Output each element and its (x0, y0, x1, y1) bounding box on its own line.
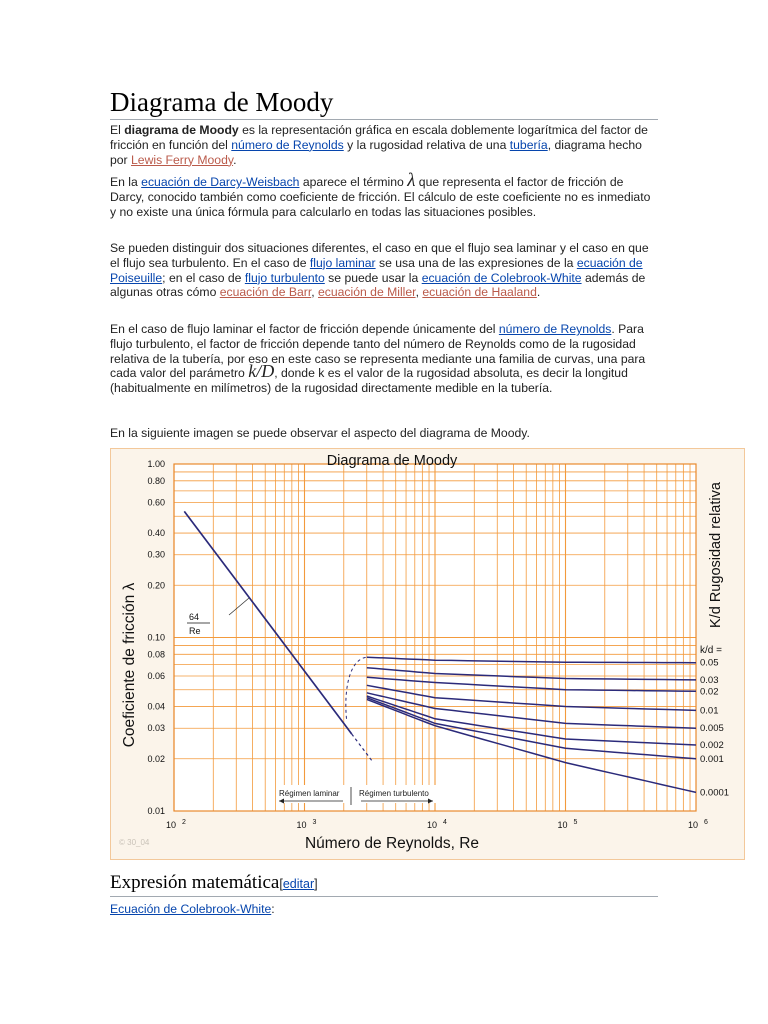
laminar-label-den: Re (189, 626, 201, 636)
kd-label: 0.005 (700, 723, 724, 735)
x-tick-exponent: 2 (182, 819, 186, 826)
link-reynolds[interactable]: número de Reynolds (231, 137, 344, 152)
chart-grid (174, 464, 696, 811)
edit-link[interactable]: editar (282, 877, 315, 891)
link-colebrook-white-footer[interactable]: Ecuación de Colebrook-White (110, 902, 272, 916)
text: aparece el término (299, 175, 408, 189)
x-tick-label: 10 (557, 820, 568, 830)
y-tick-label: 0.60 (147, 497, 165, 508)
kd-label: 0.002 (700, 740, 724, 752)
text: , (415, 285, 423, 300)
moody-chart (111, 449, 744, 859)
kd-label: 0.02 (700, 686, 719, 698)
text: , donde k es el valor de la rugosidad absoluta, es decir la longitud (habitualmente en milímetros) de la rugosidad directamente medible en la tubería. (110, 366, 628, 396)
y-tick-label: 0.20 (147, 580, 165, 591)
text: . (233, 152, 237, 167)
text: que representa el factor de fricción de Darcy, conocido también como coeficiente de fricción. El cálculo de este coeficiente no es inmediato y no existe una única fórmula para calcularlo en todas las situaciones posibles. (110, 175, 651, 219)
moody-figure[interactable] (110, 448, 745, 860)
kd-label: 0.0001 (700, 787, 730, 799)
x-tick-label: 10 (296, 820, 307, 830)
text: es la representación gráfica en escala doblemente logarítmica del factor de fricción en función del (110, 123, 648, 152)
link-poiseuille[interactable]: ecuación de Poiseuille (110, 255, 643, 285)
y-tick-label: 0.01 (147, 806, 165, 816)
bracket: [ (279, 877, 283, 891)
link-flujo-turbulento[interactable]: flujo turbulento (244, 270, 325, 285)
y-tick-label: 0.30 (147, 549, 165, 560)
y-tick-label: 0.04 (147, 701, 165, 712)
text: En la (110, 175, 142, 189)
text: además de algunas otras cómo (110, 270, 646, 300)
laminar-label-num: 64 (189, 612, 200, 622)
link-flujo-laminar[interactable]: flujo laminar (309, 255, 376, 270)
bold-term: diagrama de Moody (124, 123, 239, 137)
y-tick-label: 1.00 (147, 459, 165, 469)
text: se puede usar la (324, 270, 422, 285)
section-title: Expresión matemática (110, 872, 280, 893)
y-tick-label: 0.03 (147, 723, 165, 734)
text: , diagrama hecho por (110, 137, 642, 167)
dependence-paragraph (110, 322, 658, 396)
y-tick-labels (147, 459, 165, 816)
text: : (271, 902, 275, 916)
link-ecuacion-haaland[interactable]: ecuación de Haaland (422, 285, 537, 300)
link-darcy-weisbach[interactable]: ecuación de Darcy-Weisbach (141, 175, 300, 189)
copyright-mark: © 30_04 (119, 838, 150, 847)
text: En el caso de flujo laminar el factor de fricción depende únicamente del (110, 322, 499, 336)
y-tick-label: 0.40 (147, 528, 165, 539)
x-tick-exponent: 3 (312, 819, 317, 826)
link-ecuacion-barr[interactable]: ecuación de Barr (219, 285, 312, 300)
bracket: ] (314, 877, 318, 891)
x-tick-labels (166, 819, 708, 830)
kd-labels (700, 658, 729, 799)
regime-laminar-label: Régimen laminar (279, 789, 340, 798)
y-tick-label: 0.80 (147, 475, 165, 486)
x-axis-label: Número de Reynolds, Re (304, 835, 480, 852)
y-tick-label: 0.02 (147, 753, 165, 764)
link-ecuacion-miller[interactable]: ecuación de Miller (318, 285, 416, 300)
x-tick-exponent: 6 (704, 819, 708, 826)
lambda-symbol: λ (407, 170, 416, 191)
regime-turbulent-label: Régimen turbulento (359, 789, 429, 798)
text: se usa una de las expresiones de la (375, 255, 577, 270)
kd-header: k/d = (700, 645, 722, 656)
link-tuberia[interactable]: tubería (509, 137, 548, 152)
link-colebrook-white[interactable]: ecuación de Colebrook-White (421, 270, 582, 285)
y-axis-label: Coeficiente de fricción λ (121, 582, 138, 748)
text: y la rugosidad relativa de una (343, 137, 510, 152)
y-tick-label: 0.08 (147, 649, 165, 660)
intro-paragraph (110, 123, 658, 167)
text: , (311, 285, 318, 300)
y-tick-label: 0.06 (147, 670, 165, 681)
kd-symbol: k/D (248, 361, 275, 382)
page-title: Diagrama de Moody (110, 86, 658, 120)
regimes-paragraph (110, 241, 658, 300)
kd-label: 0.001 (700, 753, 724, 765)
x-tick-exponent: 5 (573, 819, 578, 826)
text: . (536, 285, 541, 300)
darcy-paragraph (110, 170, 658, 219)
link-numero-reynolds[interactable]: número de Reynolds (498, 322, 612, 336)
y2-axis-label: K/d Rugosidad relativa (708, 482, 724, 628)
kd-label: 0.03 (700, 674, 719, 686)
kd-label: 0.05 (700, 657, 719, 669)
kd-label: 0.01 (700, 705, 719, 717)
chart-title: Diagrama de Moody (326, 453, 458, 469)
x-tick-exponent: 4 (443, 819, 447, 826)
y-tick-label: 0.10 (147, 632, 165, 643)
link-lewis-ferry-moody[interactable]: Lewis Ferry Moody (131, 152, 234, 167)
text: ; en el caso de (162, 270, 245, 285)
image-intro-paragraph: En la siguiente imagen se puede observar el aspecto del diagrama de Moody. (110, 426, 530, 440)
text: Se pueden distinguir dos situaciones diferentes, el caso en que el flujo sea laminar y el caso en que el flujo sea turbulento. En el caso de (110, 241, 649, 270)
text: . Para flujo turbulento, el factor de fricción depende tanto del número de Reynolds como de la rugosidad relativa de la tubería, por eso en este caso se representa mediante una familia de curvas, una para cada valor del parámetro (110, 322, 646, 381)
section-heading (110, 871, 658, 897)
edit-section (279, 877, 317, 891)
x-tick-label: 10 (687, 820, 699, 830)
x-tick-label: 10 (426, 820, 438, 830)
text: El (110, 123, 125, 137)
x-tick-label: 10 (165, 820, 177, 830)
footer-line (110, 902, 275, 916)
